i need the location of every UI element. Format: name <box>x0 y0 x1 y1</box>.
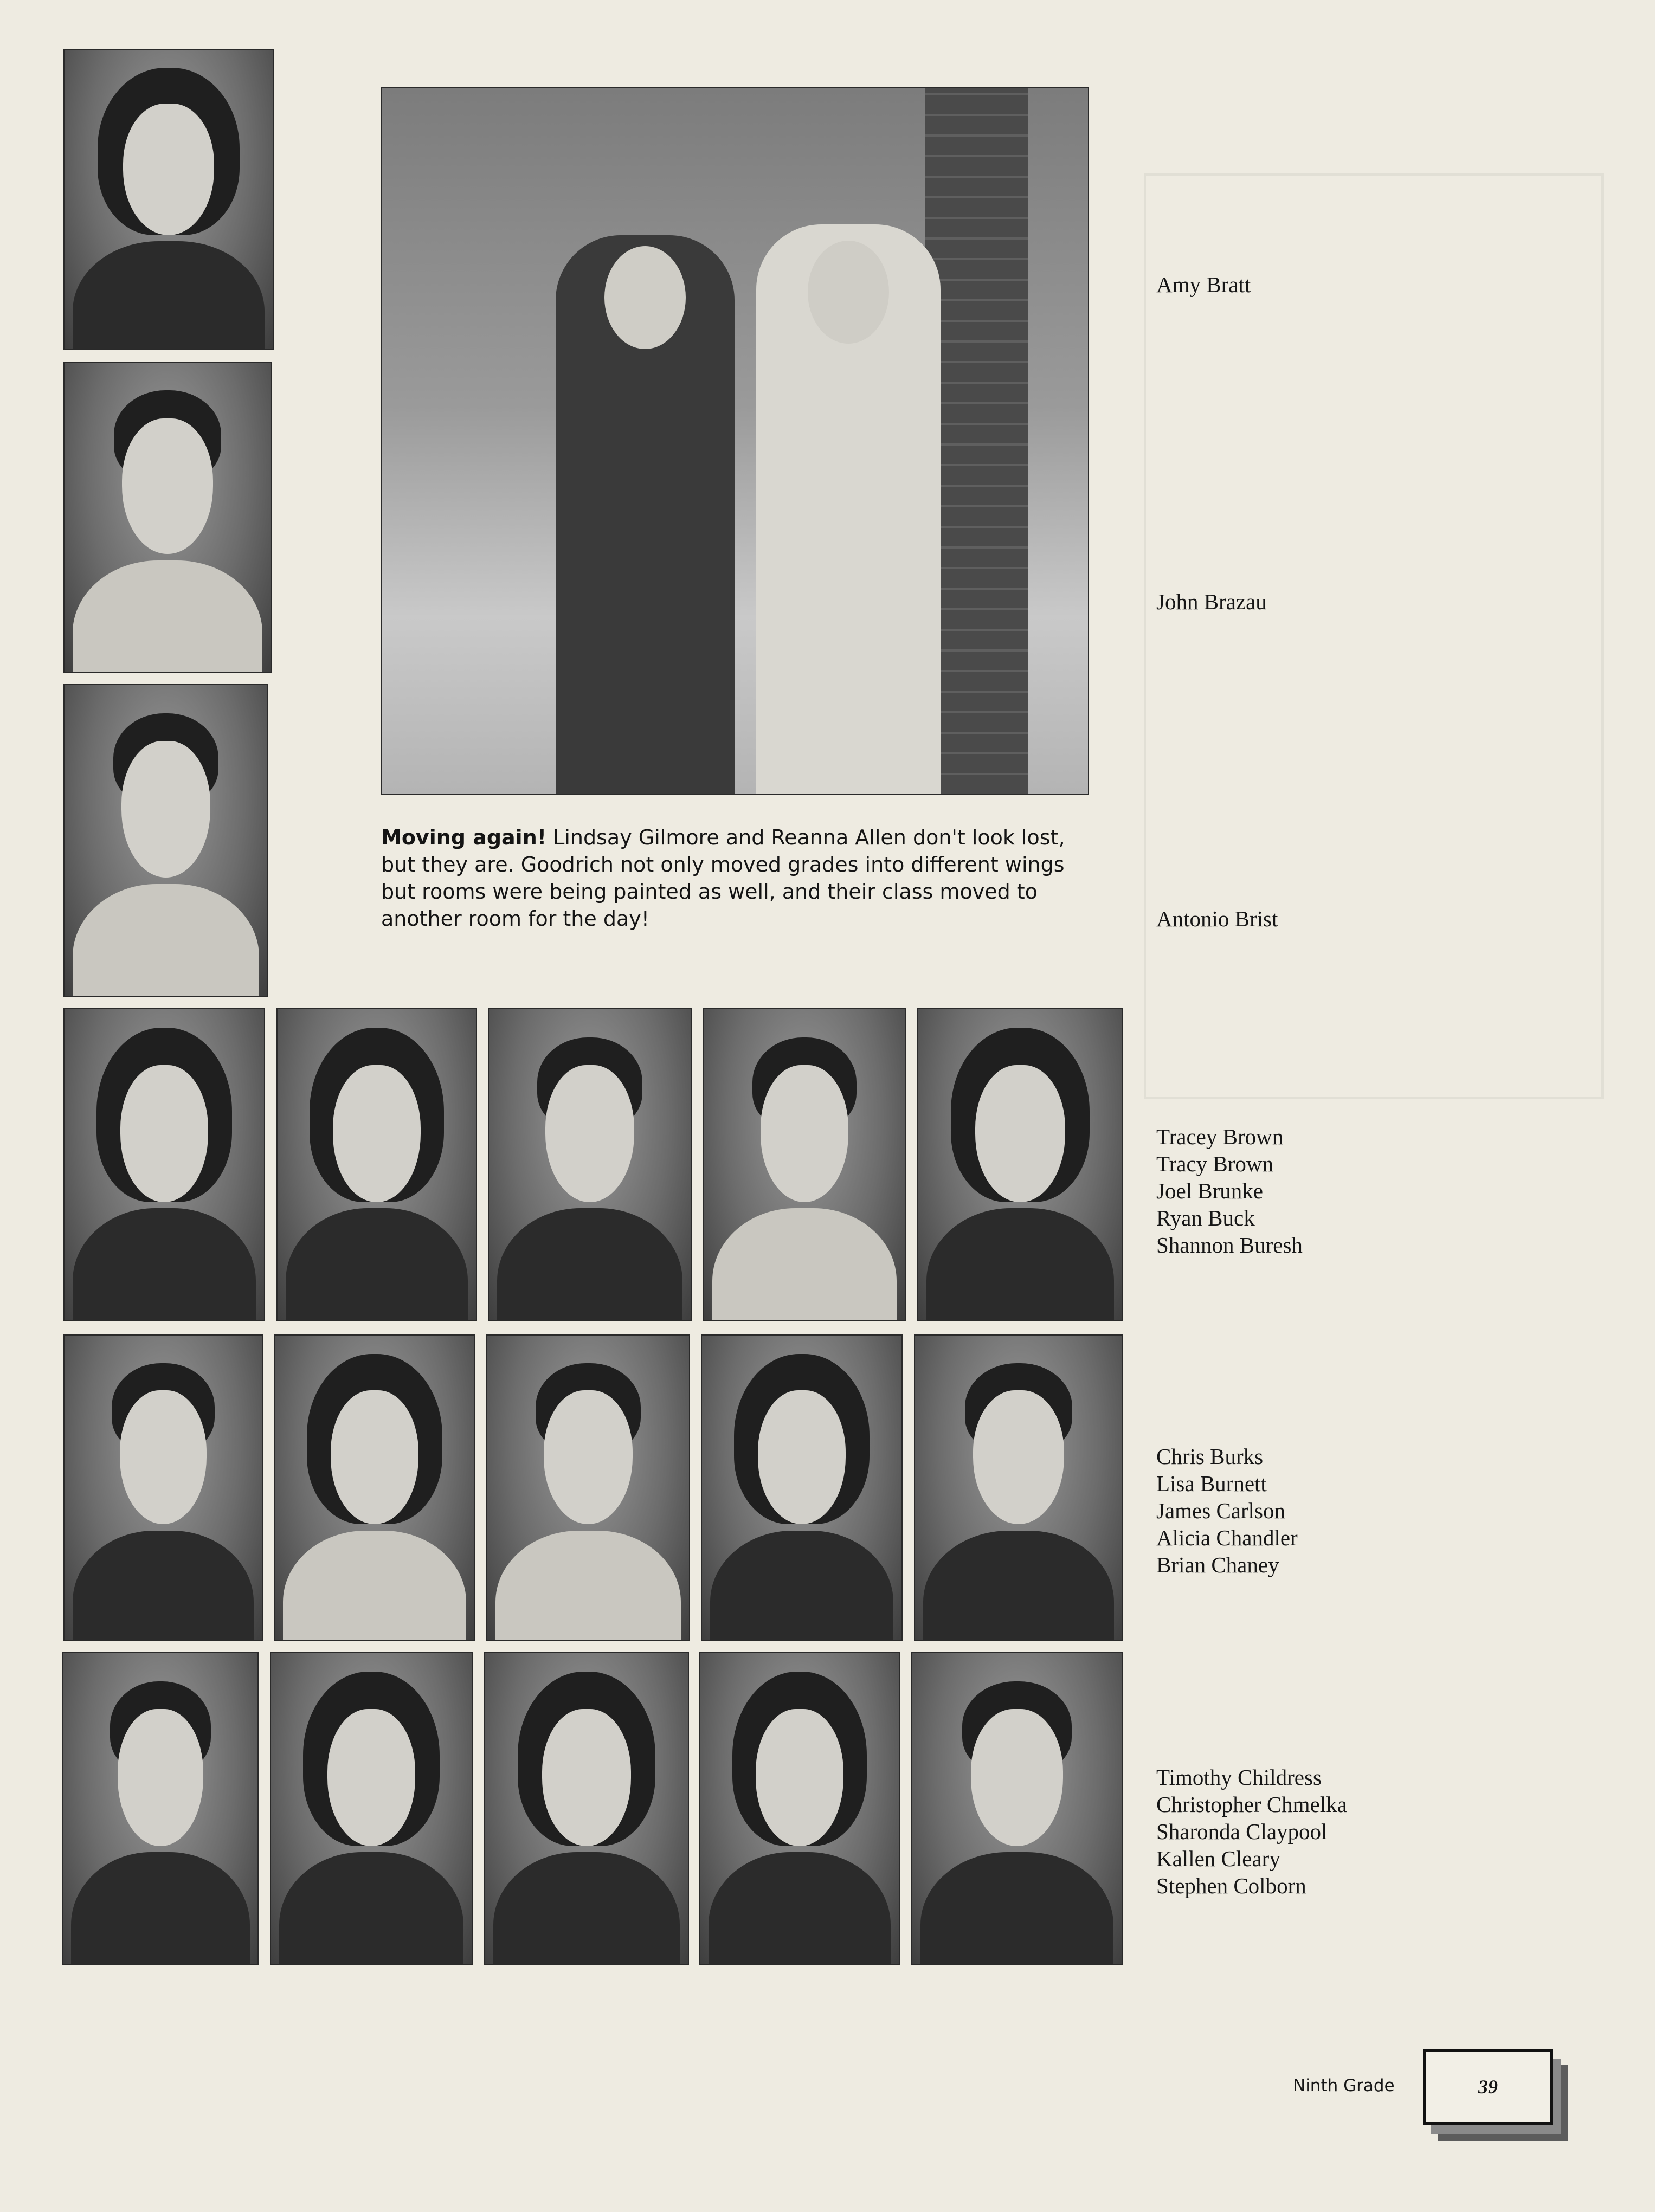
name-john-brazau: John Brazau <box>1156 589 1267 614</box>
portrait-chris-burks <box>63 1334 263 1641</box>
student-figure-left <box>556 235 735 794</box>
name-list-item: Tracy Brown <box>1156 1151 1274 1176</box>
page-number: 39 <box>1478 2076 1498 2098</box>
name-label-single-1 <box>1156 271 1251 298</box>
portrait-lisa-burnett <box>274 1334 475 1641</box>
name-list-row-3 <box>1156 1764 1347 1899</box>
portrait-james-carlson <box>486 1334 690 1641</box>
name-list-item: Joel Brunke <box>1156 1178 1263 1203</box>
portrait-tracey-brown <box>63 1008 265 1321</box>
portrait-christopher-chmelka <box>270 1652 473 1965</box>
portrait-alicia-chandler <box>701 1334 903 1641</box>
name-list-item: Alicia Chandler <box>1156 1525 1298 1550</box>
name-list-row-1 <box>1156 1123 1303 1259</box>
portrait-antonio-brist <box>63 684 268 997</box>
name-antonio-brist: Antonio Brist <box>1156 906 1278 931</box>
section-label: Ninth Grade <box>1293 2076 1395 2095</box>
name-list-item: Tracey Brown <box>1156 1124 1284 1149</box>
name-list-item: Chris Burks <box>1156 1444 1264 1469</box>
portrait-brian-chaney <box>914 1334 1123 1641</box>
portrait-ryan-buck <box>703 1008 906 1321</box>
portrait-joel-brunke <box>488 1008 692 1321</box>
name-list-item: Christopher Chmelka <box>1156 1792 1347 1817</box>
portrait-timothy-childress <box>62 1652 259 1965</box>
name-list-item: Timothy Childress <box>1156 1765 1322 1790</box>
name-list-row-2 <box>1156 1443 1298 1578</box>
page-number-box <box>1423 2049 1553 2125</box>
student-figure-right <box>756 224 941 794</box>
portrait-sharonda-claypool <box>484 1652 689 1965</box>
caption-lead: Moving again! <box>381 826 547 849</box>
portrait-shannon-buresh <box>917 1008 1123 1321</box>
caption-text: Lindsay Gilmore and Reanna Allen don't look lost, but they are. Goodrich not only moved grades into different wings but rooms were being painted as well, and their class moved to another room for the day! <box>381 826 1065 931</box>
name-list-item: Ryan Buck <box>1156 1205 1255 1230</box>
name-list-item: Stephen Colborn <box>1156 1873 1306 1898</box>
name-label-single-2 <box>1156 588 1267 615</box>
portrait-stephen-colborn <box>911 1652 1123 1965</box>
group-photo-caption <box>381 824 1102 932</box>
portrait-tracy-brown <box>276 1008 477 1321</box>
name-label-single-3 <box>1156 905 1278 932</box>
name-list-item: Shannon Buresh <box>1156 1233 1303 1257</box>
portrait-john-brazau <box>63 362 272 673</box>
bleed-through-frame <box>1144 173 1604 1099</box>
name-amy-bratt: Amy Bratt <box>1156 272 1251 297</box>
name-list-item: Lisa Burnett <box>1156 1471 1267 1496</box>
group-photo <box>381 87 1089 795</box>
name-list-item: Brian Chaney <box>1156 1552 1279 1577</box>
name-list-item: James Carlson <box>1156 1498 1285 1523</box>
name-list-item: Kallen Cleary <box>1156 1846 1280 1871</box>
brick-pillar <box>925 88 1028 794</box>
name-list-item: Sharonda Claypool <box>1156 1819 1328 1844</box>
portrait-kallen-cleary <box>699 1652 900 1965</box>
portrait-amy-bratt <box>63 49 274 350</box>
